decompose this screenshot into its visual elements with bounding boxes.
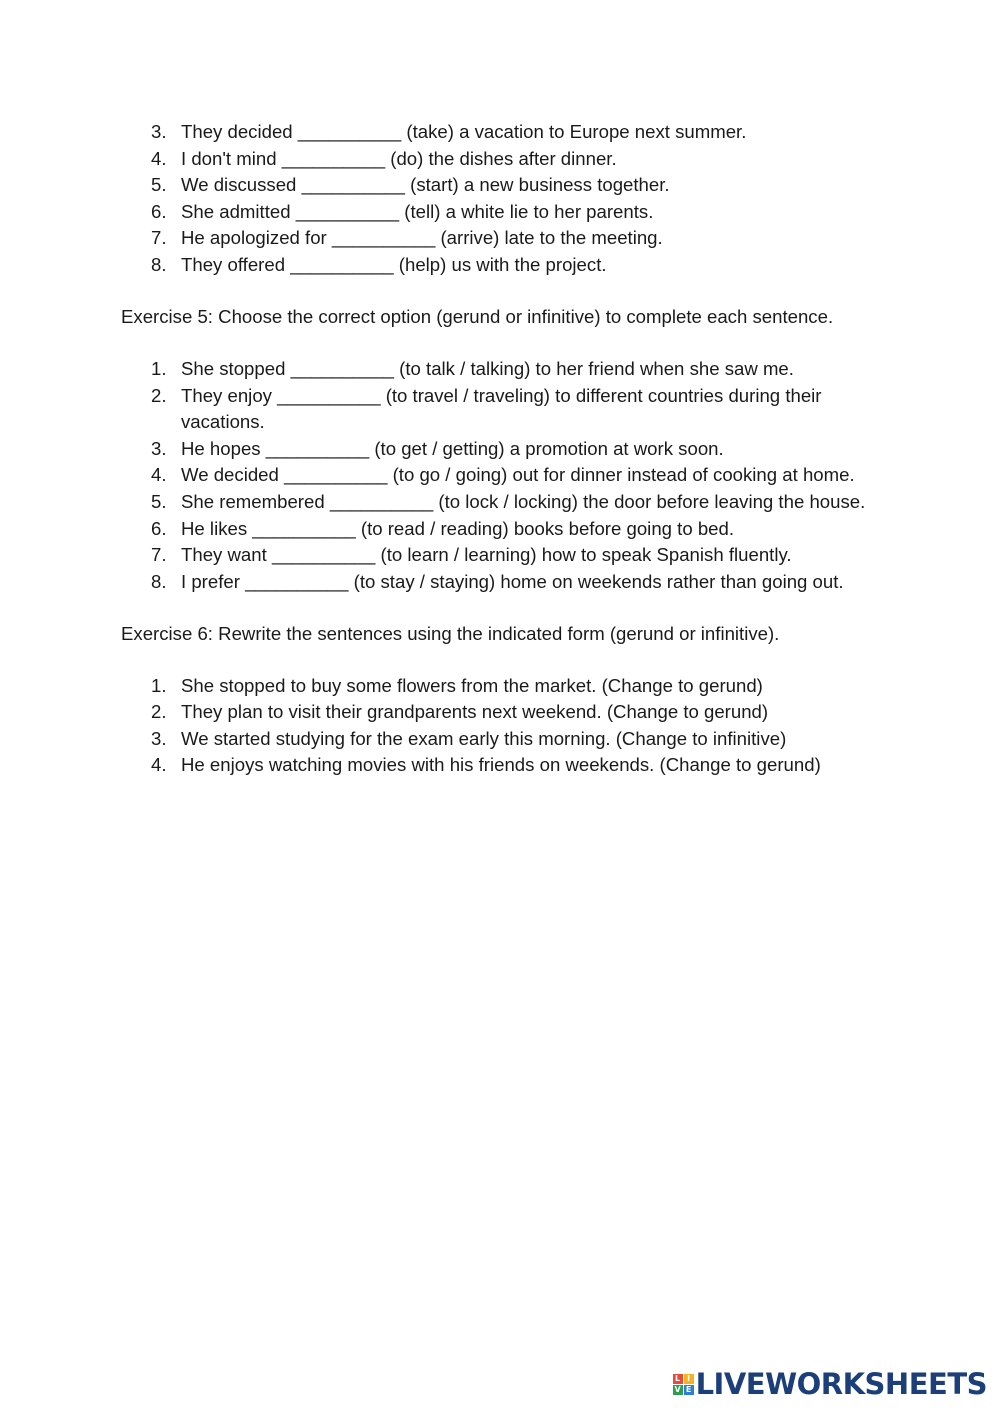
list-item: 5. She remembered __________ (to lock / locking) the door before leaving the house. [151, 490, 866, 512]
list-item: 5. We discussed __________ (start) a new business together. [151, 174, 670, 196]
list-item: 1. She stopped to buy some flowers from the market. (Change to gerund) [151, 674, 763, 696]
list-item: 1. She stopped __________ (to talk / talking) to her friend when she saw me. [151, 357, 794, 379]
list-item: 3. He hopes __________ (to get / getting) a promotion at work soon. [151, 437, 724, 459]
list-item: 7. He apologized for __________ (arrive) late to the meeting. [151, 227, 663, 249]
liveworksheets-logo-icon [673, 1374, 694, 1395]
list-item: 6. He likes __________ (to read / reading) books before going to bed. [151, 517, 735, 539]
exercise5-instruction: Exercise 5: Choose the correct option (gerund or infinitive) to complete each sentence. [121, 305, 834, 327]
list-item: 4. We decided __________ (to go / going) out for dinner instead of cooking at home. [151, 464, 855, 486]
list-item: 8. I prefer __________ (to stay / staying) home on weekends rather than going out. [151, 570, 844, 592]
logo-tile: E [684, 1385, 694, 1395]
worksheet-content [121, 119, 881, 779]
logo-tile: L [673, 1374, 683, 1384]
list-item: 2. They plan to visit their grandparents next weekend. (Change to gerund) [151, 701, 769, 723]
list-item: 8. They offered __________ (help) us with the project. [151, 253, 607, 275]
logo-tile: I [684, 1374, 694, 1384]
exercise5-list [121, 356, 881, 595]
logo-text: LIVEWORKSHEETS [695, 1367, 987, 1401]
logo-tile: V [674, 1384, 681, 1394]
exercise6-instruction: Exercise 6: Rewrite the sentences using the indicated form (gerund or infinitive). [121, 622, 780, 644]
list-item: 4. He enjoys watching movies with his friends on weekends. (Change to gerund) [151, 754, 821, 776]
list-item: 7. They want __________ (to learn / learning) how to speak Spanish fluently. [151, 544, 792, 566]
list-item: 4. I don't mind __________ (do) the dishes after dinner. [151, 147, 617, 169]
list-item: 2. They enjoy __________ (to travel / traveling) to different countries during their vacations. [151, 384, 822, 433]
exercise6-list [121, 673, 881, 779]
liveworksheets-logo [673, 1364, 987, 1404]
exercise4-list [121, 119, 881, 279]
list-item: 3. They decided __________ (take) a vacation to Europe next summer. [151, 121, 747, 142]
list-item: 3. We started studying for the exam early this morning. (Change to infinitive) [151, 727, 787, 749]
list-item: 6. She admitted __________ (tell) a white lie to her parents. [151, 200, 654, 222]
